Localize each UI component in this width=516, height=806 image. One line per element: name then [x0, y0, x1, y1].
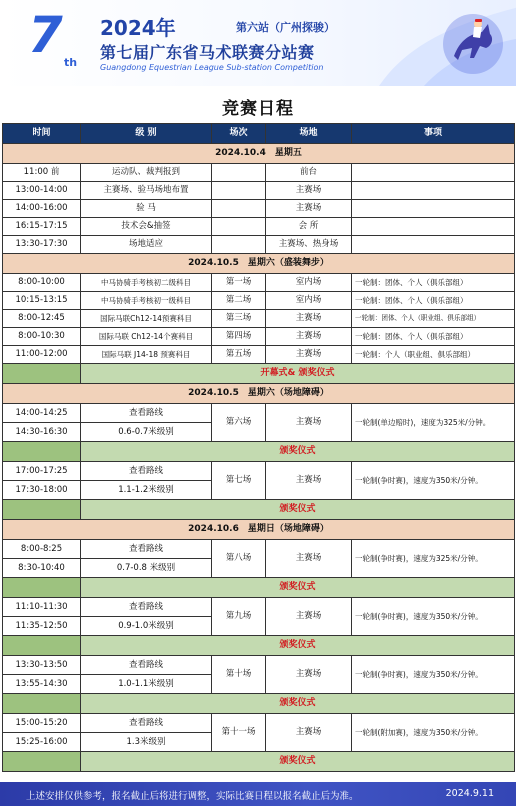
cell-session: 第五场: [212, 346, 266, 364]
cell-note: 一轮制(争时赛)，速度为350米/分钟。: [352, 656, 515, 694]
cell-note: 一轮制(单边赔时)，速度为325米/分钟。: [352, 404, 515, 442]
cell-venue: 前台: [266, 164, 352, 182]
header-note: 事项: [352, 124, 515, 144]
cell-time: 8:30-10:40: [3, 559, 81, 578]
cell-time: 11:35-12:50: [3, 617, 81, 636]
ceremony-spacer: [3, 578, 81, 598]
table-row: [3, 164, 515, 182]
cell-level: 场地适应: [81, 236, 212, 254]
day-header: 2024.10.6 星期日（场地障碍）: [3, 520, 515, 540]
table-row: [3, 714, 515, 733]
banner-station: 第六站（广州探骏）: [236, 21, 335, 34]
cell-note: [352, 218, 515, 236]
table-row: [3, 218, 515, 236]
cell-time: 10:15-13:15: [3, 292, 81, 310]
cell-time: 8:00-12:45: [3, 310, 81, 328]
cell-session: 第三场: [212, 310, 266, 328]
cell-level: 1.0-1.1米级别: [81, 675, 212, 694]
cell-session: 第六场: [212, 404, 266, 442]
day-header-row: [3, 384, 515, 404]
header-session: 场次: [212, 124, 266, 144]
table-row: [3, 292, 515, 310]
cell-level: 国际马联Ch12-14预赛科目: [81, 310, 212, 328]
table-row: [3, 236, 515, 254]
cell-level: 主赛场、验马场地布置: [81, 182, 212, 200]
day-header-row: [3, 144, 515, 164]
table-row: [3, 200, 515, 218]
cell-venue: 主赛场: [266, 310, 352, 328]
cell-venue: 主赛场: [266, 598, 352, 636]
cell-session: [212, 182, 266, 200]
cell-note: 一轮制：个人（职业组、俱乐部组）: [352, 346, 515, 364]
cell-level: 0.9-1.0米级别: [81, 617, 212, 636]
cell-level: 查看路线: [81, 462, 212, 481]
cell-time: 16:15-17:15: [3, 218, 81, 236]
cell-venue: 主赛场: [266, 714, 352, 752]
cell-venue: 会 所: [266, 218, 352, 236]
banner-subtitle-en: Guangdong Equestrian League Sub-station Competition: [100, 63, 324, 72]
cell-time: 13:55-14:30: [3, 675, 81, 694]
table-row: [3, 346, 515, 364]
cell-time: 14:30-16:30: [3, 423, 81, 442]
cell-note: 一轮制(争时赛)，速度为325米/分钟。: [352, 540, 515, 578]
header-time: 时间: [3, 124, 81, 144]
cell-note: 一轮制：团体、个人（俱乐部组）: [352, 292, 515, 310]
cell-note: 一轮制：团体、个人（俱乐部组）: [352, 328, 515, 346]
ceremony-label: 颁奖仪式: [81, 636, 515, 656]
cell-session: 第十场: [212, 656, 266, 694]
ceremony-spacer: [3, 694, 81, 714]
footer-date: 2024.9.11: [445, 788, 494, 799]
table-row: [3, 310, 515, 328]
cell-session: [212, 218, 266, 236]
cell-note: 一轮制(争时赛)，速度为350米/分钟。: [352, 598, 515, 636]
cell-session: 第九场: [212, 598, 266, 636]
cell-time: 14:00-14:25: [3, 404, 81, 423]
day-header: 2024.10.5 星期六（盛装舞步）: [3, 254, 515, 274]
cell-venue: 主赛场: [266, 328, 352, 346]
table-header-row: [3, 124, 515, 144]
cell-session: 第七场: [212, 462, 266, 500]
cell-level: 运动队、裁判报到: [81, 164, 212, 182]
cell-level: 技术会&抽签: [81, 218, 212, 236]
cell-venue: 室内场: [266, 292, 352, 310]
header-level: 级 别: [81, 124, 212, 144]
horse-rider-icon: [440, 10, 506, 76]
ceremony-row: [3, 694, 515, 714]
cell-session: [212, 200, 266, 218]
cell-time: 11:00-12:00: [3, 346, 81, 364]
cell-time: 15:25-16:00: [3, 733, 81, 752]
cell-note: [352, 182, 515, 200]
ceremony-row: [3, 752, 515, 772]
header-venue: 场地: [266, 124, 352, 144]
cell-time: 8:00-10:00: [3, 274, 81, 292]
ceremony-row: [3, 636, 515, 656]
cell-venue: 主赛场: [266, 462, 352, 500]
day-header-row: [3, 520, 515, 540]
day-header-row: [3, 254, 515, 274]
cell-note: [352, 200, 515, 218]
ceremony-label: 颁奖仪式: [81, 752, 515, 772]
cell-time: 13:00-14:00: [3, 182, 81, 200]
table-row: [3, 404, 515, 423]
cell-time: 17:00-17:25: [3, 462, 81, 481]
ceremony-row: [3, 442, 515, 462]
ceremony-spacer: [3, 500, 81, 520]
cell-level: 中马协骑手考核初二级科目: [81, 274, 212, 292]
ceremony-label: 颁奖仪式: [81, 442, 515, 462]
event-banner: [0, 0, 516, 86]
cell-level: 查看路线: [81, 598, 212, 617]
cell-time: 8:00-10:30: [3, 328, 81, 346]
footer-bar: [0, 782, 516, 806]
cell-level: 国际马联 Ch12-14个赛科目: [81, 328, 212, 346]
footer-disclaimer: 上述安排仅供参考，报名截止后将进行调整，实际比赛日程以报名截止后为准。: [26, 791, 359, 802]
cell-level: 查看路线: [81, 714, 212, 733]
cell-level: 查看路线: [81, 656, 212, 675]
cell-venue: 主赛场: [266, 346, 352, 364]
cell-level: 中马协骑手考核初一级科目: [81, 292, 212, 310]
cell-level: 验 马: [81, 200, 212, 218]
ceremony-label: 颁奖仪式: [81, 694, 515, 714]
cell-session: [212, 236, 266, 254]
cell-level: 查看路线: [81, 540, 212, 559]
cell-session: 第八场: [212, 540, 266, 578]
table-row: [3, 274, 515, 292]
cell-level: 查看路线: [81, 404, 212, 423]
cell-level: 0.7-0.8 米级别: [81, 559, 212, 578]
cell-venue: 主赛场: [266, 656, 352, 694]
cell-venue: 主赛场: [266, 200, 352, 218]
ceremony-row: [3, 500, 515, 520]
ceremony-label: 颁奖仪式: [81, 500, 515, 520]
ceremony-spacer: [3, 752, 81, 772]
schedule-title: 竞赛日程: [222, 99, 294, 119]
day-header: 2024.10.5 星期六（场地障碍）: [3, 384, 515, 404]
ceremony-spacer: [3, 364, 81, 384]
cell-note: [352, 236, 515, 254]
cell-note: [352, 164, 515, 182]
ceremony-label: 开幕式& 颁奖仪式: [81, 364, 515, 384]
cell-venue: 主赛场: [266, 540, 352, 578]
ceremony-spacer: [3, 636, 81, 656]
cell-note: 一轮制：团体、个人（俱乐部组）: [352, 274, 515, 292]
table-row: [3, 598, 515, 617]
day-header: 2024.10.4 星期五: [3, 144, 515, 164]
cell-session: 第十一场: [212, 714, 266, 752]
cell-level: 0.6-0.7米级别: [81, 423, 212, 442]
banner-title: 第七届广东省马术联赛分站赛: [100, 43, 315, 62]
ceremony-label: 颁奖仪式: [81, 578, 515, 598]
ceremony-row: [3, 578, 515, 598]
cell-session: 第一场: [212, 274, 266, 292]
cell-level: 1.3米级别: [81, 733, 212, 752]
edition-suffix: th: [64, 56, 78, 69]
table-row: [3, 328, 515, 346]
cell-note: 一轮制(争时赛)，速度为350米/分钟。: [352, 462, 515, 500]
cell-note: 一轮制：团体、个人（职业组、俱乐部组）: [352, 310, 515, 328]
cell-time: 11:00 前: [3, 164, 81, 182]
cell-level: 国际马联 J14-18 预赛科目: [81, 346, 212, 364]
edition-number: 7: [28, 6, 61, 64]
cell-time: 8:00-8:25: [3, 540, 81, 559]
cell-time: 15:00-15:20: [3, 714, 81, 733]
cell-note: 一轮制(附加赛)，速度为350米/分钟。: [352, 714, 515, 752]
schedule-table: [2, 123, 515, 772]
banner-year: 2024年: [100, 16, 176, 40]
cell-session: 第四场: [212, 328, 266, 346]
cell-venue: 室内场: [266, 274, 352, 292]
cell-time: 13:30-17:30: [3, 236, 81, 254]
cell-session: [212, 164, 266, 182]
cell-time: 14:00-16:00: [3, 200, 81, 218]
cell-session: 第二场: [212, 292, 266, 310]
table-row: [3, 182, 515, 200]
table-row: [3, 462, 515, 481]
ceremony-row: [3, 364, 515, 384]
cell-time: 17:30-18:00: [3, 481, 81, 500]
cell-venue: 主赛场: [266, 182, 352, 200]
cell-time: 13:30-13:50: [3, 656, 81, 675]
cell-venue: 主赛场、热身场: [266, 236, 352, 254]
table-row: [3, 656, 515, 675]
cell-time: 11:10-11:30: [3, 598, 81, 617]
cell-level: 1.1-1.2米级别: [81, 481, 212, 500]
table-row: [3, 540, 515, 559]
ceremony-spacer: [3, 442, 81, 462]
cell-venue: 主赛场: [266, 404, 352, 442]
